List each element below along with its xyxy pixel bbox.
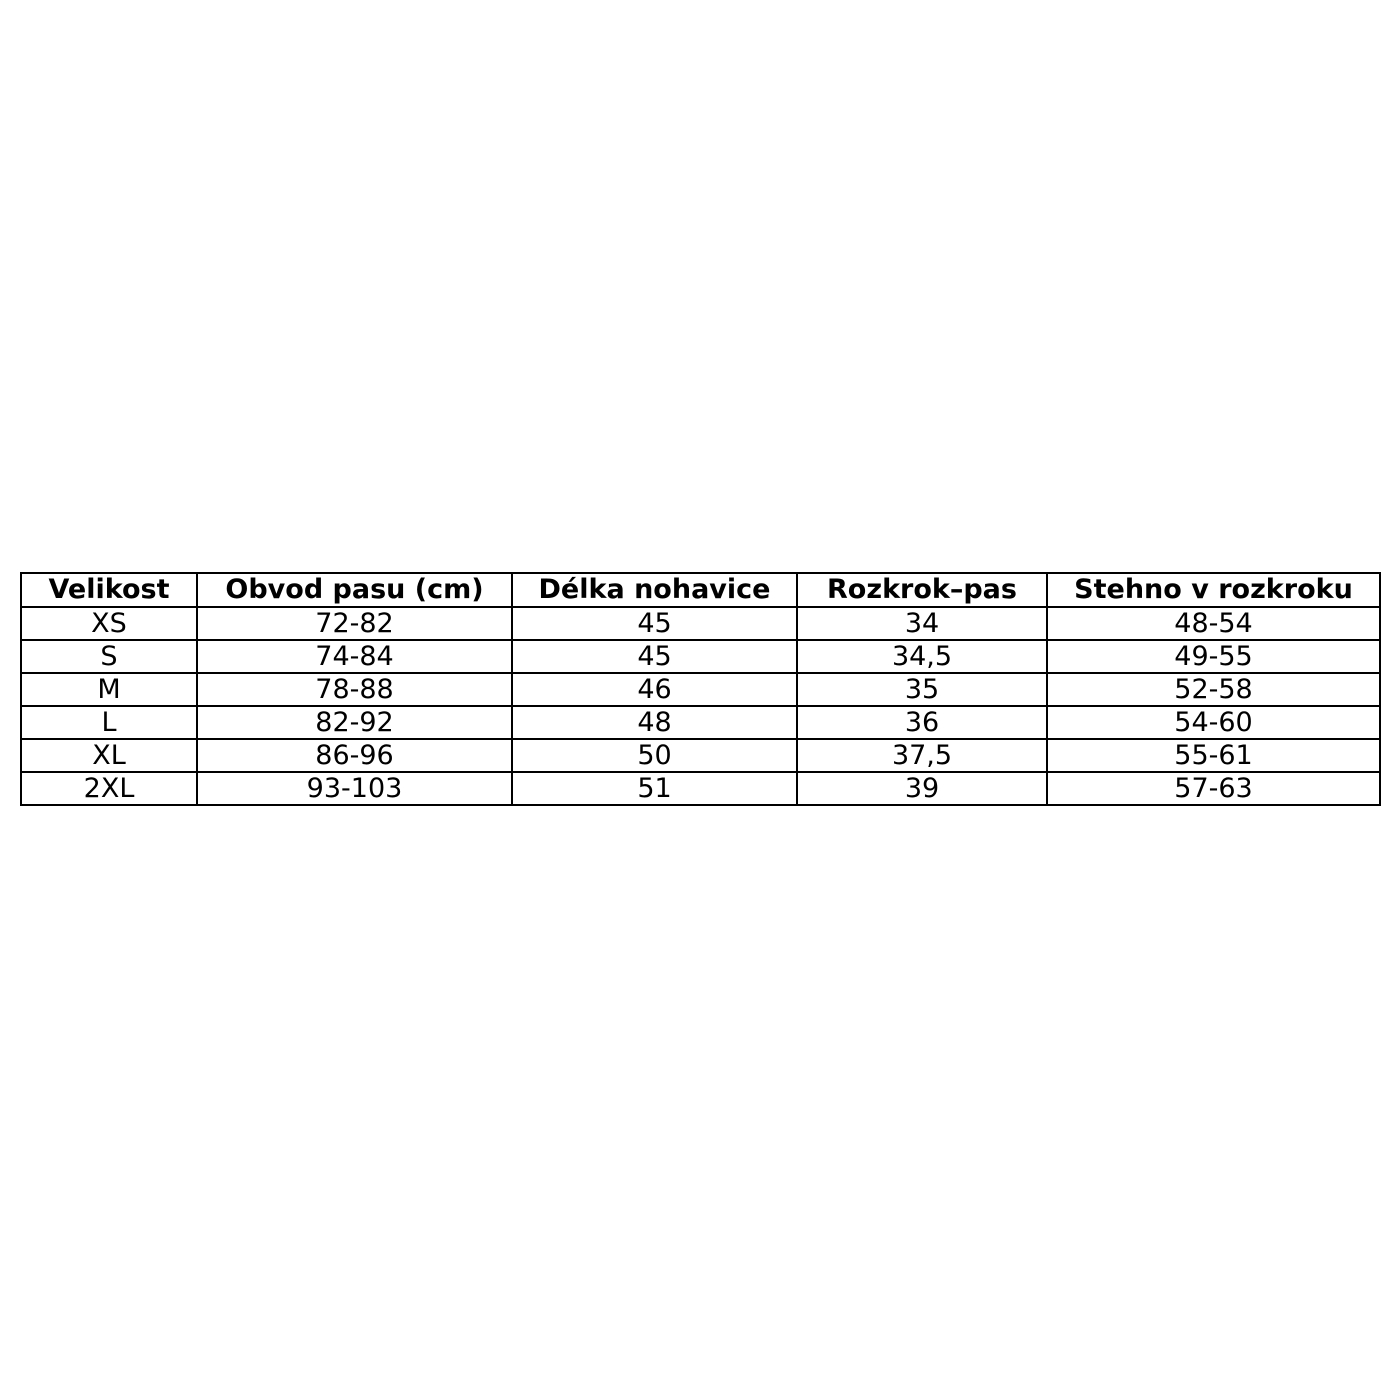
cell-leg-length: 50 xyxy=(512,739,797,772)
cell-leg-length: 46 xyxy=(512,673,797,706)
table-row xyxy=(21,607,1380,640)
cell-waist: 82-92 xyxy=(197,706,512,739)
table-row xyxy=(21,673,1380,706)
table-header-row xyxy=(21,573,1380,607)
cell-rise: 39 xyxy=(797,772,1047,805)
cell-size: L xyxy=(21,706,197,739)
cell-rise: 36 xyxy=(797,706,1047,739)
cell-leg-length: 45 xyxy=(512,640,797,673)
cell-thigh: 54-60 xyxy=(1047,706,1380,739)
cell-waist: 86-96 xyxy=(197,739,512,772)
cell-size: XS xyxy=(21,607,197,640)
cell-thigh: 52-58 xyxy=(1047,673,1380,706)
cell-rise: 37,5 xyxy=(797,739,1047,772)
cell-thigh: 55-61 xyxy=(1047,739,1380,772)
size-chart-table xyxy=(20,572,1381,806)
table-row xyxy=(21,739,1380,772)
cell-rise: 34,5 xyxy=(797,640,1047,673)
cell-rise: 34 xyxy=(797,607,1047,640)
table-row xyxy=(21,706,1380,739)
cell-thigh: 57-63 xyxy=(1047,772,1380,805)
header-waist: Obvod pasu (cm) xyxy=(197,573,512,607)
cell-rise: 35 xyxy=(797,673,1047,706)
cell-thigh: 48-54 xyxy=(1047,607,1380,640)
cell-size: S xyxy=(21,640,197,673)
header-size: Velikost xyxy=(21,573,197,607)
table-row xyxy=(21,772,1380,805)
header-rise: Rozkrok–pas xyxy=(797,573,1047,607)
cell-leg-length: 51 xyxy=(512,772,797,805)
cell-waist: 78-88 xyxy=(197,673,512,706)
cell-waist: 74-84 xyxy=(197,640,512,673)
cell-size: 2XL xyxy=(21,772,197,805)
cell-leg-length: 45 xyxy=(512,607,797,640)
cell-size: M xyxy=(21,673,197,706)
header-leg-length: Délka nohavice xyxy=(512,573,797,607)
cell-leg-length: 48 xyxy=(512,706,797,739)
cell-thigh: 49-55 xyxy=(1047,640,1380,673)
cell-size: XL xyxy=(21,739,197,772)
cell-waist: 72-82 xyxy=(197,607,512,640)
table-row xyxy=(21,640,1380,673)
cell-waist: 93-103 xyxy=(197,772,512,805)
header-thigh: Stehno v rozkroku xyxy=(1047,573,1380,607)
